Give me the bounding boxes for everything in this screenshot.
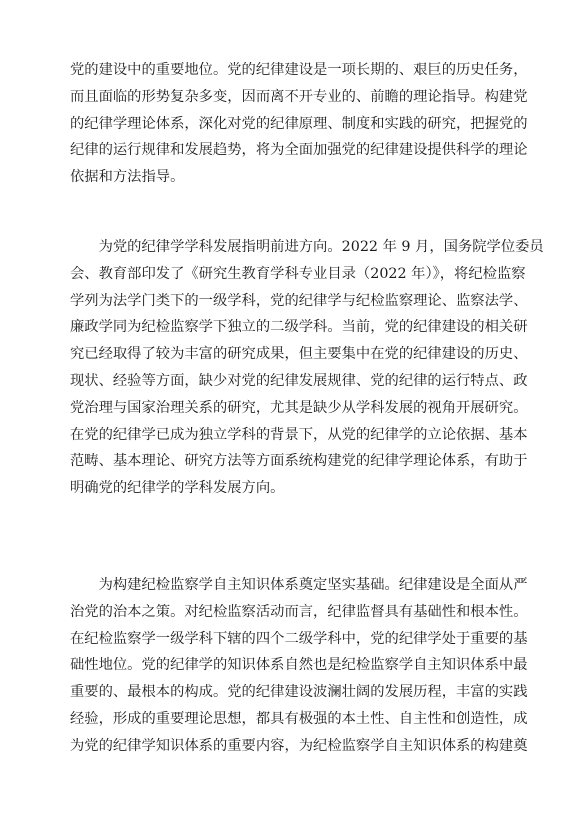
- text-line: 而且面临的形势复杂多变，因而离不开专业的、前瞻的理论指导。构建党: [70, 88, 528, 105]
- text-line: 为构建纪检监察学自主知识体系奠定坚实基础。纪律建设是全面从严: [70, 577, 528, 593]
- paragraph-1: [70, 57, 528, 191]
- text-line: 会、教育部印发了《研究生教育学科专业目录（2022 年）》，将纪检监察: [70, 265, 526, 282]
- text-line: 纪律的运行规律和发展趋势，将为全面加强党的纪律建设提供科学的理论: [70, 142, 528, 159]
- paragraph-2: [70, 234, 544, 502]
- text-line: 究已经取得了较为丰富的研究成果，但主要集中在党的纪律建设的历史、: [70, 346, 528, 363]
- text-line: 为党的纪律学知识体系的重要内容，为纪检监察学自主知识体系的构建奠: [70, 737, 528, 754]
- text-line: 党治理与国家治理关系的研究，尤其是缺少从学科发展的视角开展研究。: [70, 399, 528, 416]
- text-line: 的纪律学理论体系，深化对党的纪律原理、制度和实践的研究，把握党的: [70, 115, 528, 132]
- text-line: 在纪检监察学一级学科下辖的四个二级学科中，党的纪律学处于重要的基: [70, 630, 528, 647]
- text-line: 治党的治本之策。对纪检监察活动而言，纪律监督具有基础性和根本性。: [70, 603, 528, 620]
- text-line: 础性地位。党的纪律学的知识体系自然也是纪检监察学自主知识体系中最: [70, 657, 528, 674]
- text-line: 依据和方法指导。: [70, 169, 185, 186]
- text-line: 经验，形成的重要理论思想，都具有极强的本土性、自主性和创造性，成: [70, 710, 528, 727]
- text-line: 学列为法学门类下的一级学科，党的纪律学与纪检监察理论、监察法学、: [70, 292, 528, 309]
- text-line: 明确党的纪律学的学科发展方向。: [70, 480, 285, 497]
- text-line: 党的建设中的重要地位。党的纪律建设是一项长期的、艰巨的历史任务，: [70, 62, 528, 78]
- text-line: 范畴、基本理论、研究方法等方面系统构建党的纪律学理论体系，有助于: [70, 453, 528, 470]
- text-line: 在党的纪律学已成为独立学科的背景下，从党的纪律学的立论依据、基本: [70, 426, 528, 443]
- text-line: 廉政学同为纪检监察学下独立的二级学科。当前，党的纪律建设的相关研: [70, 319, 528, 336]
- text-line: 重要的、最根本的构成。党的纪律建设波澜壮阔的发展历程，丰富的实践: [70, 684, 528, 701]
- text-line: 现状、经验等方面，缺少对党的纪律发展规律、党的纪律的运行特点、政: [70, 372, 528, 389]
- text-line: 为党的纪律学学科发展指明前进方向。2022 年 9 月，国务院学位委员: [70, 239, 544, 255]
- paragraph-3: [70, 572, 528, 760]
